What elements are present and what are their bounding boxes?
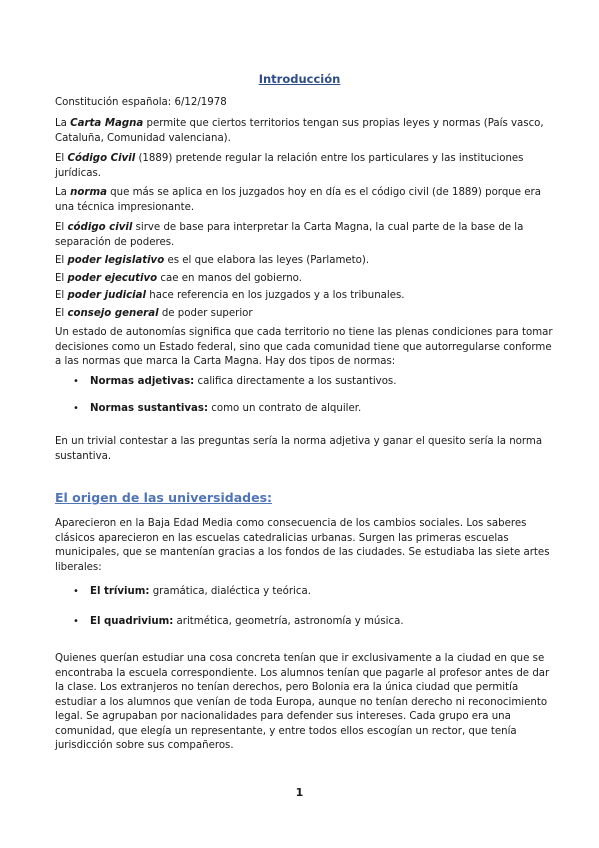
bullet-icon: • [73, 586, 79, 597]
paragraph-codigo-civil: El Código Civil (1889) pretende regular la relación entre los particulares y las instituciones jurídicas. [55, 153, 524, 179]
section-heading: El origen de las universidades: [55, 490, 273, 505]
list-item: • Normas sustantivas: como un contrato de alquiler. [73, 402, 543, 417]
paragraph-estudiantes: Quienes querían estudiar una cosa concreta tenían que ir exclusivamente a la ciudad en que se encontraba la escuela correspondiente. Los alumnos tenían que pagarle al profesor antes de dar la clase. Los extranjeros no tenían derechos, pero Bolonia era la única ciudad que permitía estudiar a los alumnos que venían de toda Europa, aunque no tenían derecho ni reconocimiento legal. Se agrupaban por nacionalidades para defender sus intereses. Cada grupo era una comunidad, que elegía un representante, y entre todos ellos escogían un rector, que tenía jurisdicción sobre sus compañeros. [55, 653, 550, 751]
paragraph-poder-ejecutivo: El poder ejecutivo cae en manos del gobierno. [55, 273, 302, 284]
bullet-icon: • [73, 615, 79, 627]
page-title: Introducción [258, 72, 341, 86]
paragraph-trivial: En un trivial contestar a las preguntas sería la norma adjetiva y ganar el quesito sería la norma sustantiva. [55, 436, 543, 462]
paragraph-consejo-general: El consejo general de poder superior [55, 308, 253, 319]
page-number: 1 [295, 786, 304, 799]
paragraph-universidades: Aparecieron en la Baja Edad Media como consecuencia de los cambios sociales. Los saberes clásicos aparecieron en las escuelas catedralicias urbanas. Surgen las primeras escuelas municipales, que se mantenían gracias a los fondos de las ciudades. Se estudiaba las siete artes liberales: [55, 518, 550, 573]
paragraph-estado-autonomias: Un estado de autonomías significa que cada territorio no tiene las plenas condiciones para tomar decisiones como un Estado federal, sino que cada comunidad tiene que autorregularse conforme a las normas que marca la Carta Magna. Hay dos tipos de normas: [55, 327, 553, 367]
norms-list [73, 375, 543, 416]
list-item: • Normas adjetivas: califica directamente a los sustantivos. [73, 375, 543, 390]
list-item: • El trívium: gramática, dialéctica y teórica. [73, 585, 543, 600]
bullet-icon: • [73, 402, 79, 414]
paragraph-codigo-civil-base: El código civil sirve de base para interpretar la Carta Magna, la cual parte de la base de la separación de poderes. [55, 222, 524, 248]
paragraph-poder-judicial: El poder judicial hace referencia en los juzgados y a los tribunales. [55, 290, 405, 301]
paragraph-poder-legislativo: El poder legislativo es el que elabora las leyes (Parlameto). [55, 255, 370, 266]
paragraph-carta-magna: La Carta Magna permite que ciertos territorios tengan sus propias leyes y normas (País vasco, Cataluña, Comunidad valenciana). [55, 118, 544, 144]
paragraph-norma: La norma que más se aplica en los juzgados hoy en día es el código civil (de 1889) porque era una técnica impresionante. [55, 187, 541, 213]
arts-list [73, 585, 543, 629]
list-item: • El quadrivium: aritmética, geometría, astronomía y música. [73, 615, 543, 630]
constitution-line: Constitución española: 6/12/1978 [55, 97, 227, 108]
bullet-icon: • [73, 376, 79, 387]
